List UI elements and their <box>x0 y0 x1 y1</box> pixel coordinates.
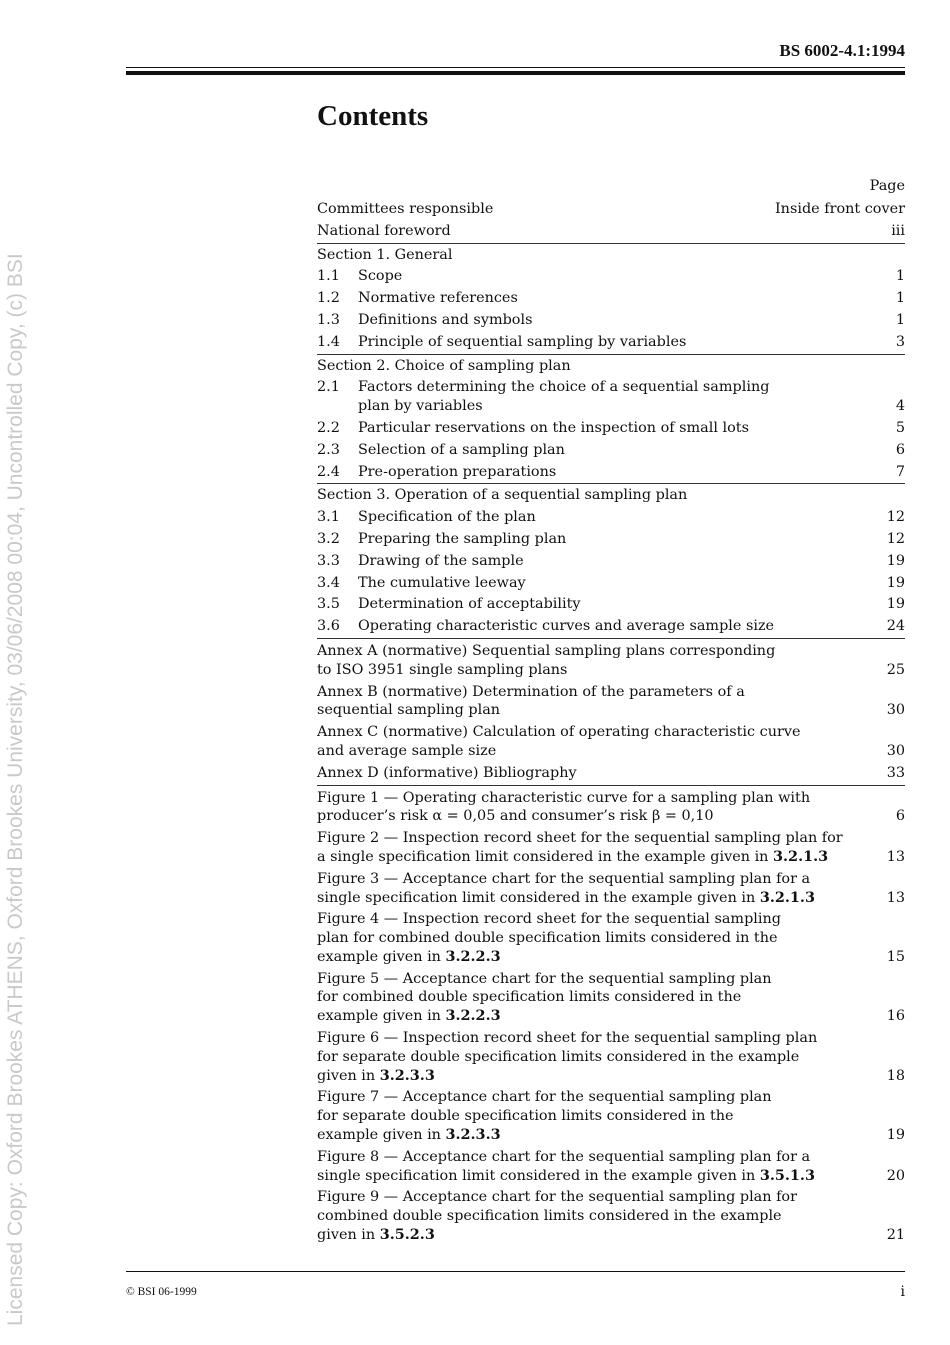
toc-entry-page: 24 <box>886 618 905 635</box>
figure-caption: Figure 1 — Operating characteristic curve for a sampling plan with producer’s risk α = 0,05 and consumer’s risk β = 0,10 <box>317 789 811 825</box>
figure-caption: Figure 7 — Acceptance chart for the sequential sampling plan for separate double specification limits considered in the example given in <box>317 1089 772 1144</box>
toc-entry-text: Annex C (normative) Calculation of operating characteristic curve and average sample size <box>317 724 801 759</box>
toc-entry-title: Principle of sequential sampling by variables <box>358 333 687 350</box>
toc-entry-title: Normative references <box>358 290 518 307</box>
toc-entry-text <box>317 508 536 527</box>
toc-entry-text <box>317 789 810 827</box>
toc-entry-title: Pre-operation preparations <box>358 463 557 480</box>
toc-entry-text: Annex D (informative) Bibliography <box>317 764 577 781</box>
toc-entry-page: 5 <box>895 419 905 436</box>
toc-entry-page: 1 <box>895 290 905 307</box>
toc-entry-annex[interactable] <box>317 681 905 722</box>
clause-reference: 3.5.1.3 <box>759 1166 815 1184</box>
toc-entry-number: 1.4 <box>317 333 340 350</box>
toc-entry-text <box>317 1188 797 1244</box>
toc-entry-number: 2.2 <box>317 419 340 436</box>
toc-entry-figure[interactable] <box>317 1027 905 1086</box>
figure-caption: Figure 8 — Acceptance chart for the sequential sampling plan for a single specification limit considered in the example given in <box>317 1148 811 1184</box>
toc-section-3 <box>317 485 905 639</box>
toc-entry-page: 12 <box>886 509 905 526</box>
toc-entry[interactable] <box>317 309 905 331</box>
toc-entry-page: 7 <box>895 463 905 480</box>
toc-entry-page: 1 <box>895 311 905 328</box>
toc-entry-text <box>317 552 524 571</box>
section-heading[interactable]: Section 2. Choice of sampling plan <box>317 357 571 374</box>
toc-entry-title: The cumulative leeway <box>358 574 526 591</box>
toc-entry-number: 3.2 <box>317 530 340 547</box>
toc-entry-number: 3.3 <box>317 552 340 569</box>
toc-entry-text <box>317 595 581 614</box>
toc-entry-text <box>317 311 532 330</box>
toc-entry-text: Committees responsible <box>317 201 494 217</box>
toc-entry-page: 12 <box>886 530 905 547</box>
toc-entry[interactable] <box>317 331 905 353</box>
toc-entry-text <box>317 829 843 867</box>
toc-entry-page: 13 <box>886 889 905 906</box>
toc-entry-title: Preparing the sampling plan <box>358 530 567 547</box>
clause-reference: 3.2.1.3 <box>773 847 829 865</box>
clause-reference: 3.2.3.3 <box>445 1126 501 1144</box>
toc-entry-page: 18 <box>886 1067 905 1084</box>
toc-entry-title: Determination of acceptability <box>358 596 581 613</box>
clause-reference: 3.2.3.3 <box>379 1066 435 1084</box>
toc-entry-text <box>317 1088 772 1144</box>
toc-entry-text <box>317 267 402 286</box>
footer-copyright: © BSI 06-1999 <box>126 1286 197 1298</box>
toc-entry-title: Specification of the plan <box>358 509 536 526</box>
toc-figures <box>317 787 905 1247</box>
toc-entry-page: 16 <box>886 1008 905 1025</box>
toc-entry[interactable] <box>317 439 905 461</box>
toc-entry-page: iii <box>891 222 905 239</box>
toc-entry-text <box>317 870 815 908</box>
toc-entry-number: 1.2 <box>317 290 340 307</box>
toc-entry-text <box>317 333 686 352</box>
toc-entry-page: 6 <box>895 808 905 825</box>
toc-entry-number: 2.1 <box>317 379 340 396</box>
toc-entry[interactable] <box>317 220 905 242</box>
toc-entry-page: 19 <box>886 596 905 613</box>
toc-entry[interactable] <box>317 506 905 528</box>
toc-entry-number: 3.6 <box>317 618 340 635</box>
toc-entry-figure[interactable] <box>317 908 905 967</box>
footer-rule <box>126 1271 905 1272</box>
toc-entry-page: 3 <box>895 333 905 350</box>
toc-entry-annex[interactable] <box>317 762 905 784</box>
clause-reference: 3.5.2.3 <box>379 1226 435 1244</box>
toc-entry[interactable] <box>317 615 905 637</box>
header-rule-thin <box>126 67 905 68</box>
toc-entry-page: 15 <box>886 948 905 965</box>
section-heading[interactable]: Section 3. Operation of a sequential sampling plan <box>317 487 688 504</box>
figure-caption: Figure 3 — Acceptance chart for the sequential sampling plan for a single specification limit considered in the example given in <box>317 870 811 906</box>
toc-entry-text <box>317 441 565 460</box>
toc-entry-figure[interactable] <box>317 968 905 1027</box>
watermark: Licensed Copy: Oxford Brookes ATHENS, Oxford Brookes University, 03/06/2008 00:04, Uncontrolled Copy, (c) BSI <box>4 253 27 1326</box>
toc-entry-number: 2.3 <box>317 441 340 458</box>
toc-entry-number: 1.3 <box>317 311 340 328</box>
toc-entry-page: Inside front cover <box>775 201 905 217</box>
toc-entry-annex[interactable] <box>317 640 905 681</box>
toc-entry-page: 4 <box>895 398 905 415</box>
figure-caption: Figure 5 — Acceptance chart for the sequential sampling plan for combined double specification limits considered in the example given in <box>317 970 772 1025</box>
table-of-contents <box>317 177 905 1248</box>
toc-entry[interactable] <box>317 198 905 220</box>
toc-entry-text <box>317 463 556 482</box>
toc-entry-number: 3.5 <box>317 596 340 613</box>
toc-entry-text: Annex A (normative) Sequential sampling plans corresponding to ISO 3951 single sampling plans <box>317 642 776 678</box>
toc-entry-page: 19 <box>886 1127 905 1144</box>
toc-entry-figure[interactable] <box>317 1146 905 1187</box>
toc-entry[interactable] <box>317 417 905 439</box>
toc-entry-title: Selection of a sampling plan <box>358 441 565 458</box>
toc-entry[interactable] <box>317 287 905 309</box>
toc-entry[interactable] <box>317 528 905 550</box>
toc-front-group <box>317 198 905 244</box>
toc-entry-title: Drawing of the sample <box>358 552 524 569</box>
toc-entry-title: Factors determining the choice of a sequential sampling plan by variables <box>358 379 770 415</box>
figure-caption: Figure 2 — Inspection record sheet for the sequential sampling plan for a single specification limit considered in the example given in <box>317 830 843 865</box>
toc-entry-page: 30 <box>886 742 905 759</box>
toc-entry-text <box>317 617 774 636</box>
figure-caption: Figure 9 — Acceptance chart for the sequential sampling plan for combined double specification limits considered in the example given in <box>317 1189 797 1244</box>
toc-entry-number: 2.4 <box>317 463 340 480</box>
toc-section-2 <box>317 356 905 485</box>
toc-entry-page: 19 <box>886 552 905 569</box>
toc-entry-text <box>317 289 518 308</box>
toc-entry-text <box>317 1148 815 1186</box>
clause-reference: 3.2.2.3 <box>445 947 501 965</box>
toc-entry-figure[interactable] <box>317 868 905 909</box>
figure-caption: Figure 4 — Inspection record sheet for the sequential sampling plan for combined double specification limits considered in the example given in <box>317 911 781 965</box>
toc-entry-page: 6 <box>895 441 905 458</box>
toc-entry[interactable] <box>317 572 905 594</box>
toc-entry-page: 13 <box>886 848 905 865</box>
header-rule-thick <box>126 71 905 75</box>
page-title: Contents <box>317 100 429 132</box>
toc-entry-text <box>317 419 749 438</box>
toc-entry-text <box>317 1029 817 1085</box>
toc-entry-page: 25 <box>886 661 905 678</box>
document-id: BS 6002-4.1:1994 <box>779 41 905 60</box>
figure-caption: Figure 6 — Inspection record sheet for the sequential sampling plan for separate double specification limits considered in the example given in <box>317 1030 818 1084</box>
toc-entry[interactable] <box>317 593 905 615</box>
toc-annexes <box>317 640 905 786</box>
toc-entry[interactable] <box>317 376 905 417</box>
toc-entry-figure[interactable] <box>317 1186 905 1245</box>
toc-entry[interactable] <box>317 265 905 287</box>
toc-entry-figure[interactable] <box>317 827 905 868</box>
section-heading[interactable]: Section 1. General <box>317 246 453 263</box>
clause-reference: 3.2.1.3 <box>759 888 815 906</box>
toc-section-1 <box>317 245 905 355</box>
toc-entry-number: 3.4 <box>317 574 340 591</box>
toc-entry-figure[interactable] <box>317 1086 905 1145</box>
toc-entry-annex[interactable] <box>317 721 905 762</box>
toc-entry-page: 1 <box>895 268 905 285</box>
toc-entry-page: 19 <box>886 574 905 591</box>
toc-entry[interactable] <box>317 550 905 572</box>
toc-entry-title: Particular reservations on the inspection of small lots <box>358 419 749 436</box>
toc-entry-text: Annex B (normative) Determination of the parameters of a sequential sampling plan <box>317 683 745 719</box>
toc-entry-number: 1.1 <box>317 268 340 285</box>
toc-entry-figure[interactable] <box>317 787 905 828</box>
footer-page-number: i <box>900 1284 905 1300</box>
toc-entry-text <box>317 530 566 549</box>
toc-entry-page: 30 <box>886 702 905 719</box>
toc-entry-title: Definitions and symbols <box>358 311 533 328</box>
toc-entry-text: National foreword <box>317 222 451 239</box>
toc-entry-page: 33 <box>886 764 905 781</box>
toc-entry-page: 21 <box>886 1227 905 1244</box>
toc-entry-title: Operating characteristic curves and average sample size <box>358 618 775 635</box>
toc-entry[interactable] <box>317 461 905 483</box>
toc-entry-text <box>317 378 769 416</box>
toc-entry-text <box>317 574 526 593</box>
toc-entry-title: Scope <box>358 268 403 285</box>
toc-entry-text <box>317 970 772 1026</box>
clause-reference: 3.2.2.3 <box>445 1007 501 1025</box>
toc-entry-page: 20 <box>886 1167 905 1184</box>
toc-entry-number: 3.1 <box>317 509 340 526</box>
page-column-label: Page <box>869 178 905 194</box>
toc-entry-text <box>317 910 781 966</box>
